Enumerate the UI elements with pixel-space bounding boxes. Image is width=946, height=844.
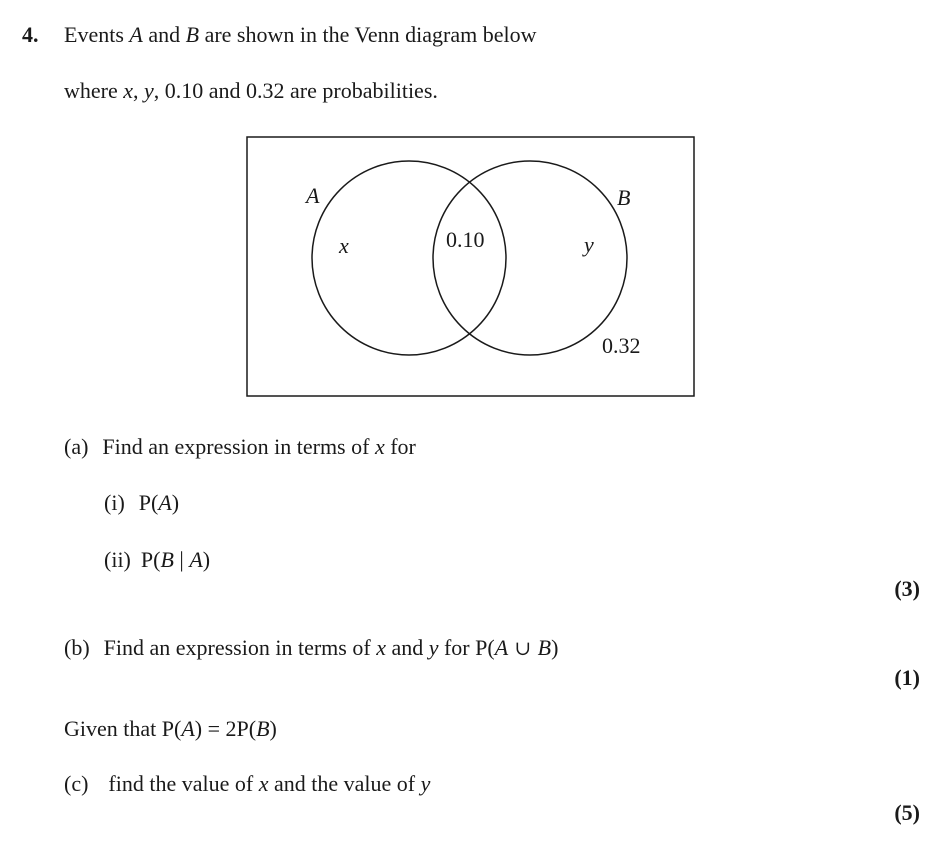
part-c-marks: (5)	[894, 800, 920, 825]
part-a-sub-i	[104, 492, 179, 514]
intro1-text-3: are shown in the Venn diagram below	[199, 22, 537, 47]
part-a-sub-ii-text-1: P(	[140, 547, 161, 572]
circle-a	[312, 161, 506, 355]
part-b-marks: (1)	[894, 665, 920, 690]
part-a-sub-ii-label: (ii)	[104, 547, 131, 572]
part-a-sub-ii-bar: |	[173, 547, 190, 572]
part-a-sub-ii	[104, 549, 210, 571]
given-statement	[64, 718, 277, 740]
region-b-only: y	[584, 232, 594, 257]
part-c-text-1: find the value of	[108, 771, 259, 796]
part-b-var-y: y	[428, 635, 439, 660]
part-b-text-1: Find an expression in terms of	[103, 635, 377, 660]
intro2-var-y: y	[144, 78, 154, 103]
given-event-b: B	[256, 716, 270, 741]
region-a-only: x	[339, 233, 349, 258]
part-a-sub-ii-var-a: A	[189, 547, 203, 572]
part-c-label: (c)	[64, 771, 89, 796]
circle-b	[433, 161, 627, 355]
part-a-sub-ii-text-2: )	[202, 547, 211, 572]
intro2-text-3: , 0.10 and 0.32 are probabilities.	[153, 78, 438, 103]
part-b-event-b: B	[537, 635, 552, 660]
part-b-event-a: A	[494, 635, 509, 660]
part-b-text-2: and	[385, 635, 429, 660]
union-symbol: ∪	[508, 636, 538, 660]
region-intersection: 0.10	[446, 227, 485, 252]
given-text-2: ) = 2P(	[194, 716, 257, 741]
intro1-event-b: B	[185, 22, 200, 47]
intro1-event-a: A	[129, 22, 143, 47]
part-a-var-x: x	[374, 434, 385, 459]
intro2-var-x: x	[123, 78, 134, 103]
given-event-a: A	[181, 716, 195, 741]
part-a-sub-i-label: (i)	[104, 490, 125, 515]
part-b-label: (b)	[64, 635, 90, 660]
part-a-sub-i-var: A	[158, 490, 172, 515]
part-a-marks: (3)	[894, 576, 920, 601]
part-a-label: (a)	[64, 434, 89, 459]
question-number: 4.	[22, 22, 39, 47]
label-event-a: A	[306, 183, 320, 208]
part-c-var-x: x	[258, 771, 269, 796]
region-outside: 0.32	[602, 333, 641, 358]
part-c-var-y: y	[420, 771, 431, 796]
part-a-sub-i-text-2: )	[171, 490, 180, 515]
part-a-question	[64, 436, 416, 458]
intro2-text-2: ,	[133, 78, 145, 103]
label-event-b: B	[617, 185, 631, 210]
given-text-3: )	[269, 716, 277, 741]
part-a-text-1: Find an expression in terms of	[102, 434, 375, 459]
part-c-text-2: and the value of	[268, 771, 421, 796]
given-text-1: Given that P(	[64, 716, 182, 741]
part-a-sub-i-text-1: P(	[138, 490, 159, 515]
part-c-question	[64, 773, 430, 795]
part-b-question	[64, 637, 558, 659]
part-b-text-3: for P(	[438, 635, 495, 660]
part-b-text-4: )	[551, 635, 559, 660]
part-b-var-x: x	[376, 635, 386, 660]
part-a-text-2: for	[384, 434, 416, 459]
intro2-text-1: where	[64, 78, 124, 103]
intro1-text-2: and	[142, 22, 186, 47]
intro1-text-1: Events	[64, 22, 130, 47]
part-a-sub-ii-var-b: B	[160, 547, 174, 572]
